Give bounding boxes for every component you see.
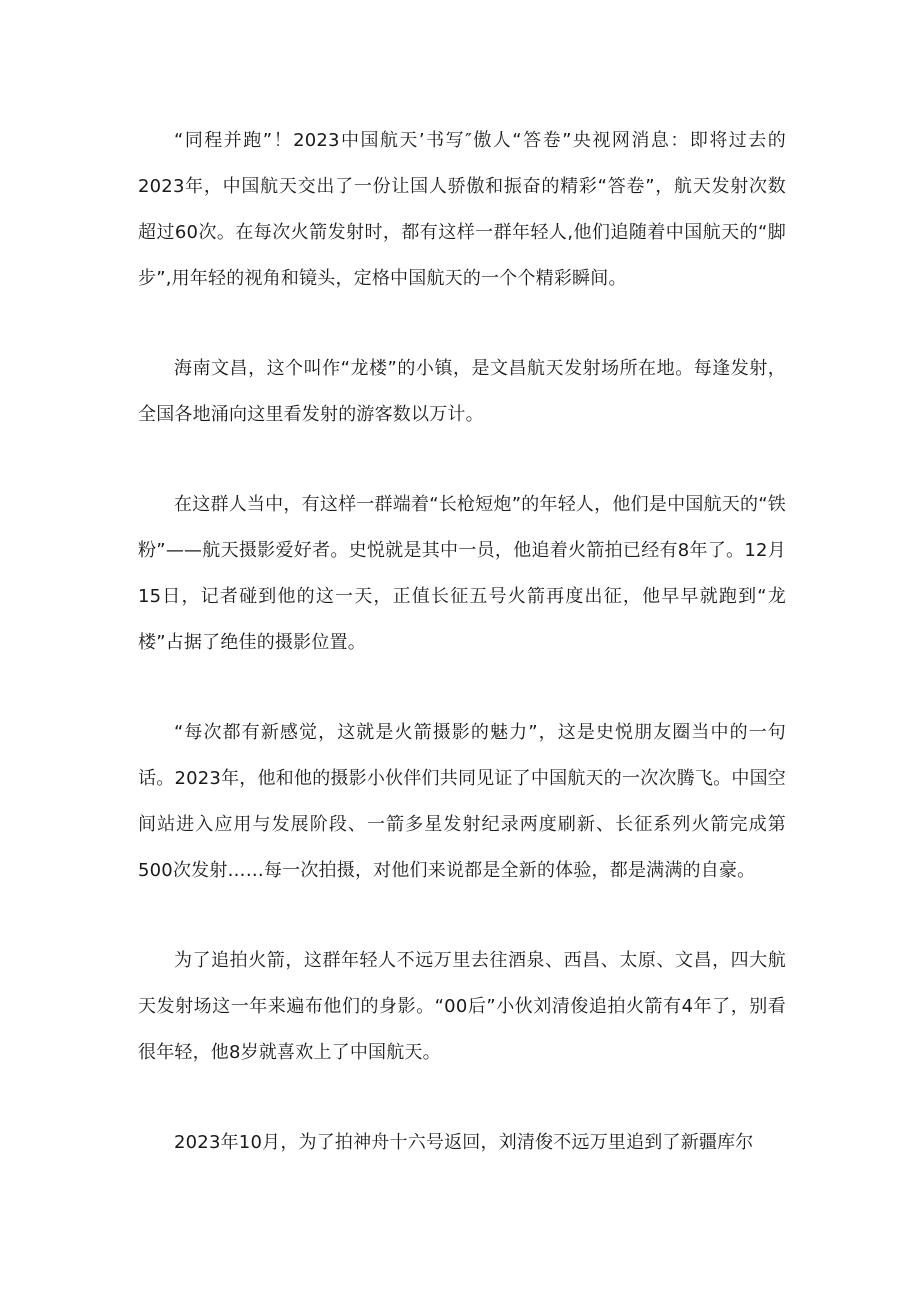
paragraph-shenzhou-return: 2023年10月，为了拍神舟十六号返回，刘清俊不远万里追到了新疆库尔 [174,1132,754,1153]
paragraph-intro: “同程并跑”！2023中国航天’书写″傲人“答卷”央视网消息：即将过去的2023年，中国航天交出了一份让国人骄傲和振奋的精彩“答卷”，航天发射次数超过60次。在每次火箭发射时，都有这样一群年轻人,他们追随着中国航天的“脚步”,用年轻的视角和镜头，定格中国航天的一个个精彩瞬间。 [138,130,786,289]
paragraph-four-launch-sites: 为了追拍火箭，这群年轻人不远万里去往酒泉、西昌、太原、文昌，四大航天发射场这一年来遍布他们的身影。“00后”小伙刘清俊追拍火箭有4年了，别看很年轻，他8岁就喜欢上了中国航天。 [138,950,786,1063]
paragraph-longlou: 海南文昌，这个叫作“龙楼”的小镇，是文昌航天发射场所在地。每逢发射，全国各地涌向这里看发射的游客数以万计。 [138,358,786,425]
paragraph-rocket-photography: “每次都有新感觉，这就是火箭摄影的魅力”，这是史悦朋友圈当中的一句话。2023年，他和他的摄影小伙伴们共同见证了中国航天的一次次腾飞。中国空间站进入应用与发展阶段、一箭多星发射纪录两度刷新、长征系列火箭完成第500次发射……每一次拍摄，对他们来说都是全新的体验，都是满满的自豪。 [138,722,786,881]
article-body [138,118,786,1210]
paragraph-shi-yue: 在这群人当中，有这样一群端着“长枪短炮”的年轻人，他们是中国航天的“铁粉”——航天摄影爱好者。史悦就是其中一员，他追着火箭拍已经有8年了。12月15日，记者碰到他的这一天，正值长征五号火箭再度出征，他早早就跑到“龙楼”占据了绝佳的摄影位置。 [138,494,786,653]
